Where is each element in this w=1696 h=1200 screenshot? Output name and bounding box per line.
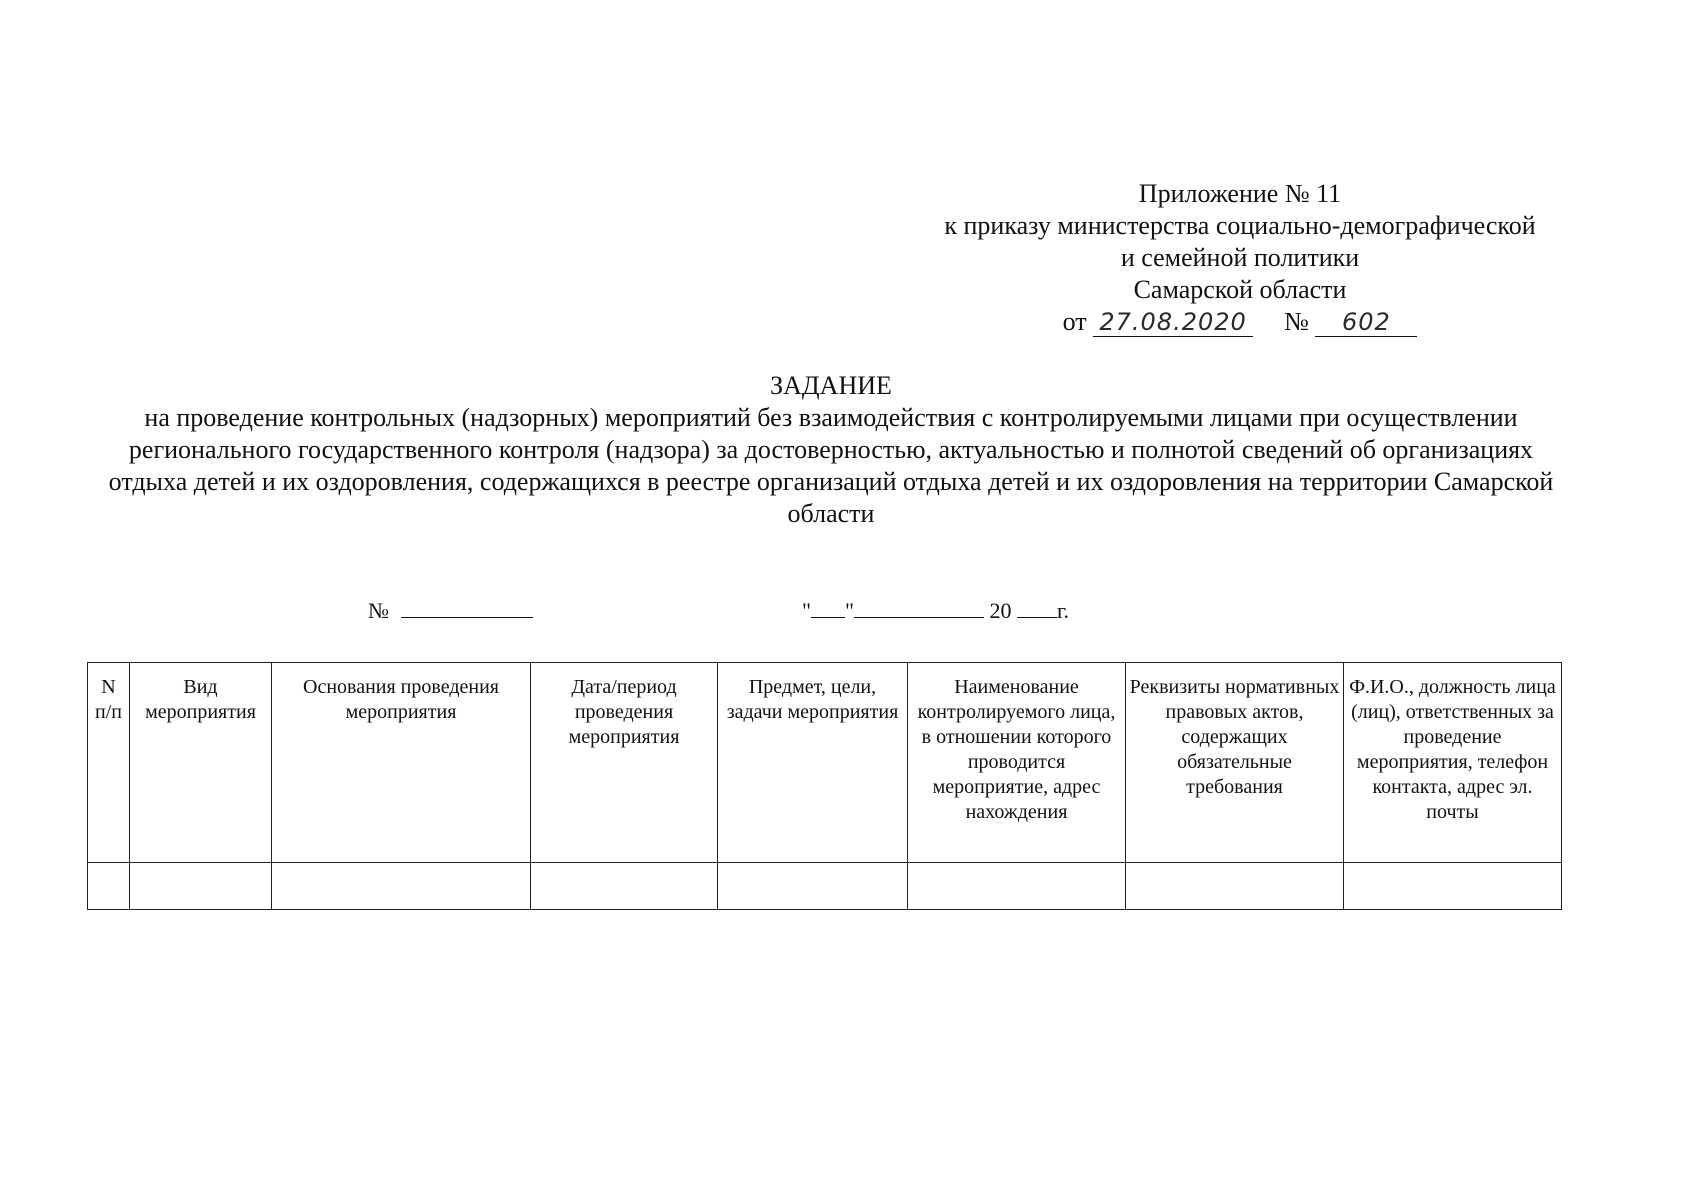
col-header-responsible: Ф.И.О., должность лица (лиц), ответственных за проведение мероприятия, телефон контакта, адрес эл. почты (1344, 663, 1562, 863)
col-header-controlled-entity: Наименование контролируемого лица, в отношении которого проводится мероприятие, адрес нахождения (908, 663, 1126, 863)
table-cell[interactable] (130, 863, 272, 910)
appendix-region: Самарской области (1133, 275, 1347, 304)
col-header-period: Дата/период проведения мероприятия (531, 663, 718, 863)
appendix-number: Приложение № 11 (1138, 179, 1342, 208)
col-header-number: N п/п (88, 663, 130, 863)
year-prefix: 20 (989, 598, 1012, 623)
col-header-grounds: Основания проведения мероприятия (272, 663, 531, 863)
quote-open: " (802, 598, 811, 623)
task-number-label: № (368, 598, 389, 623)
col-header-subject: Предмет, цели, задачи мероприятия (718, 663, 908, 863)
year-suffix: г. (1056, 598, 1070, 623)
appendix-order-ref: к приказу министерства социально-демографической (944, 211, 1536, 240)
document-subtitle: на проведение контрольных (надзорных) мероприятий без взаимодействия с контролируемыми лицами при осуществлении регионального государственного контроля (надзора) за достоверностью, актуальностью и полнотой сведений об организациях отдыха детей и их оздоровления, содержащихся в реестре организаций отдыха детей и их оздоровления на территории Самарской области (108, 403, 1554, 528)
appendix-header (880, 178, 1600, 338)
document-title: ЗАДАНИЕ (770, 371, 892, 400)
from-label: от (1062, 307, 1087, 336)
day-blank[interactable] (811, 597, 845, 618)
table-cell[interactable] (531, 863, 718, 910)
table-cell[interactable] (272, 863, 531, 910)
col-header-type: Вид мероприятия (130, 663, 272, 863)
task-table (87, 662, 1562, 910)
col-header-legal-acts: Реквизиты нормативных правовых актов, содержащих обязательные требования (1126, 663, 1344, 863)
task-date-field (802, 597, 1069, 624)
task-number-blank[interactable] (401, 597, 533, 618)
handwritten-date: 27.08.2020 (1093, 308, 1253, 337)
table-cell[interactable] (908, 863, 1126, 910)
appendix-ministry: и семейной политики (1120, 243, 1360, 272)
month-blank[interactable] (854, 597, 984, 618)
quote-close: " (844, 598, 854, 623)
table-cell[interactable] (1126, 863, 1344, 910)
year-blank[interactable] (1017, 597, 1057, 618)
order-date-number (880, 306, 1600, 338)
task-number-field (368, 597, 533, 624)
table-row (88, 863, 1562, 910)
table-header-row (88, 663, 1562, 863)
order-details (1063, 306, 1418, 338)
table-cell[interactable] (88, 863, 130, 910)
table-cell[interactable] (718, 863, 908, 910)
table-cell[interactable] (1344, 863, 1562, 910)
handwritten-number: 602 (1315, 308, 1417, 337)
order-number-label: № (1284, 307, 1309, 336)
